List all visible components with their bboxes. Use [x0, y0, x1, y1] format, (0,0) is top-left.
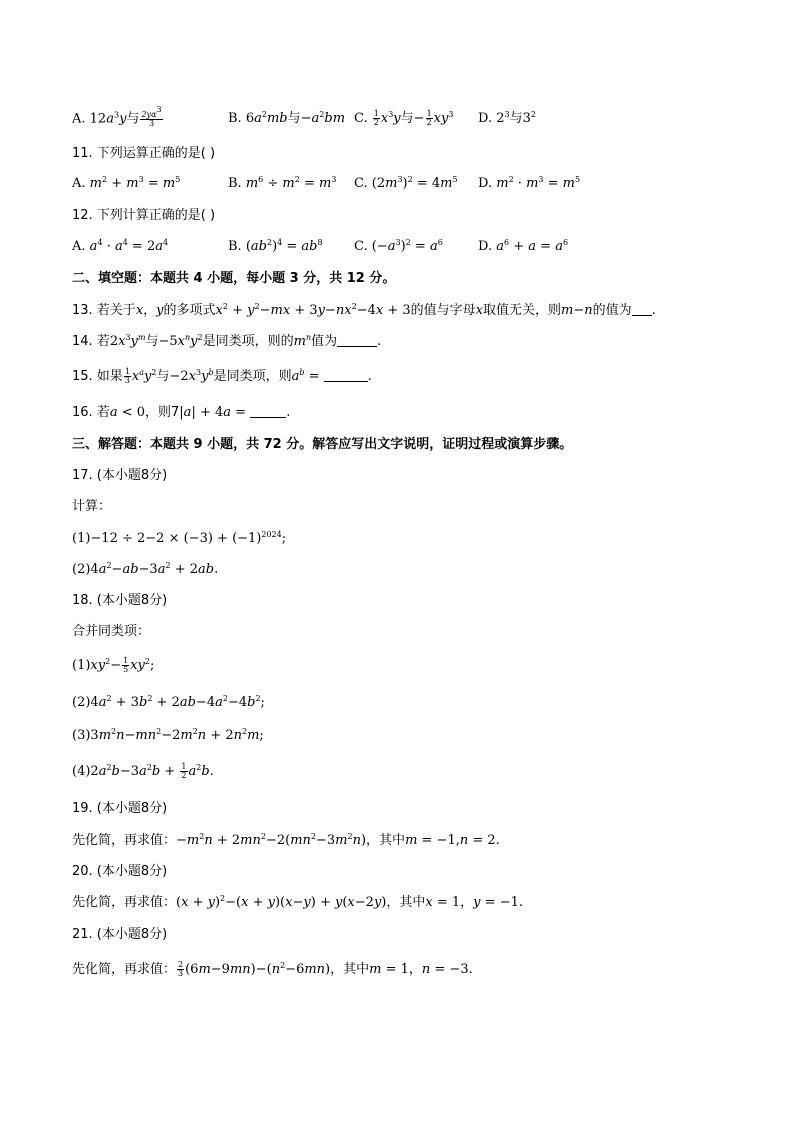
q11-option-b: B. $m^6 \div m^2 = m^3$: [228, 175, 337, 191]
q10-option-b: B. $6a^2mb$与$-a^2bm$: [228, 110, 346, 126]
q11-option-a: A. $m^2 + m^3 = m^5$: [72, 175, 181, 191]
q15: 15. 如果 $\frac{1}{3}$ $x^ay^2$与$-2x^3y^b$是同类项，则$a^b$ = .: [72, 367, 372, 385]
q20-heading: 20. (本小题8分): [72, 864, 168, 879]
q11-option-d: D. $m^2 \cdot m^3 = m^5$: [478, 175, 581, 191]
q19-body: 先化简，再求值：$-m^2n + 2mn^2-2(mn^2-3m^2n)$，其中m = −1,n = 2.: [72, 832, 500, 848]
q21-body: 先化简，再求值： $\frac{2}{3}$ $(6m-9mn)-(n^2-6mn)$，其中m = 1，n = −3.: [72, 960, 473, 978]
q18-part-3: $(3)3m^2n-mn^2-2m^2n + 2n^2m$;: [72, 727, 264, 743]
q14: 14. 若$2x^3y^m$与$-5x^ny^2$是同类项，则的$m^n$值为 .: [72, 333, 382, 349]
q18-instruction: 合并同类项：: [72, 624, 151, 639]
q18-heading: 18. (本小题8分): [72, 593, 168, 608]
q16-answer-blank: [250, 404, 286, 418]
section-3-heading: 三、解答题：本题共 9 小题，共 72 分。解答应写出文字说明，证明过程或演算步骤。: [72, 437, 573, 452]
q19-heading: 19. (本小题8分): [72, 801, 168, 816]
q16: 16. 若a < 0，则7|a| + 4a = .: [72, 405, 291, 420]
q17-heading: 17. (本小题8分): [72, 468, 168, 483]
q12-option-d: D. $a^6 + a = a^6$: [478, 238, 569, 254]
q14-answer-blank: [337, 333, 377, 347]
q17-part-2: $(2)4a^2-ab-3a^2 + 2ab$.: [72, 561, 219, 577]
q10-option-a: A. $12a^3y$与 $\frac{2y\alpha^3}{3}$: [72, 105, 162, 128]
q20-body: 先化简，再求值：$(x + y)^2-(x + y)(x-y) + y(x-2y)$，其中x = 1，y = −1.: [72, 894, 523, 910]
q13-answer-blank: [632, 302, 652, 316]
q18-part-4: $(4)2a^2b-3a^2b$ + $\frac{1}{2}$ $a^2b$.: [72, 762, 214, 780]
q17-instruction: 计算：: [72, 499, 112, 514]
q10-option-d: D. $2^3$与$3^2$: [478, 110, 536, 126]
q11-option-c: C. $(2m^3)^2 = 4m^5$: [354, 175, 458, 191]
q15-answer-blank: [324, 368, 368, 382]
q10-option-c: C. $\frac{1}{2}$ $x^3y$与− $\frac{1}{2}$ $xy^3$: [354, 109, 454, 127]
q12-option-b: B. $(ab^2)^4 = ab^8$: [228, 238, 323, 254]
q18-part-2: $(2)4a^2 + 3b^2 + 2ab-4a^2-4b^2$;: [72, 694, 265, 710]
q12-option-a: A. $a^4 \cdot a^4 = 2a^4$: [72, 238, 169, 254]
q18-part-1: $(1)xy^2-$ $\frac{1}{5}$ $xy^2$;: [72, 656, 155, 674]
q12-stem: 12. 下列计算正确的是( ): [72, 208, 216, 223]
q21-heading: 21. (本小题8分): [72, 927, 168, 942]
q11-stem: 11. 下列运算正确的是( ): [72, 146, 216, 161]
q13: 13. 若关于x，y的多项式$x^2 + y^2-mx + 3y-nx^2-4x + 3$的值与字母x取值无关，则m−n的值为 .: [72, 302, 656, 318]
section-2-heading: 二、填空题：本题共 4 小题，每小题 3 分，共 12 分。: [72, 271, 396, 286]
q12-option-c: C. $(-a^3)^2 = a^6$: [354, 238, 443, 254]
q17-part-1: $(1)-12 \div 2-2 \times (-3) + (-1)^{2024}$;: [72, 530, 287, 546]
